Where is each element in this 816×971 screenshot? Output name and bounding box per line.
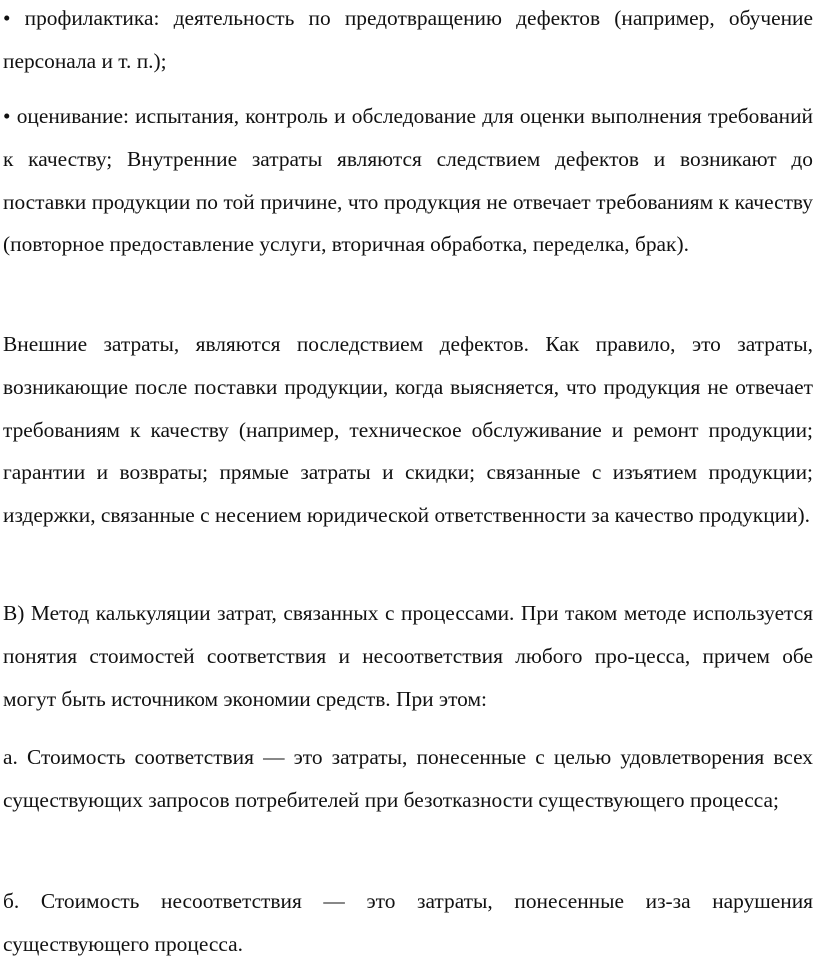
paragraph-prevention: • профилактика: деятельность по предотвращению дефектов (например, обучение персонала и т. п.); <box>3 6 813 73</box>
paragraph-cost-of-conformance: а. Стоимость соответствия — это затраты, понесенные с целью удовлетворения всех существующих запросов потребителей при безотказности существующего процесса; <box>3 745 813 812</box>
paragraph-process-costing-method: В) Метод калькуляции затрат, связанных с процессами. При таком методе используется понятия стоимостей соответствия и несоответствия любого про-цесса, причем обе могут быть источником экономии средств. При этом: <box>3 601 813 711</box>
paragraph-assessment-internal-costs: • оценивание: испытания, контроль и обследование для оценки выполнения требований к качеству; Внутренние затраты являются следствием дефектов и возникают до поставки продукции по той причине, что продукция не отвечает требованиям к качеству (повторное предоставление услуги, вторичная обработка, переделка, брак). <box>3 104 813 257</box>
paragraph-cost-of-nonconformance: б. Стоимость несоответствия — это затраты, понесенные из-за нарушения существующего процесса. <box>3 889 813 956</box>
paragraph-external-costs: Внешние затраты, являются последствием дефектов. Как правило, это затраты, возникающие после поставки продукции, когда выясняется, что продукция не отвечает требованиям к качеству (например, техническое обслуживание и ремонт продукции; гарантии и возвраты; прямые затраты и скидки; связанные с изъятием продукции; издержки, связанные с несением юридической ответственности за качество продукции). <box>3 332 813 528</box>
